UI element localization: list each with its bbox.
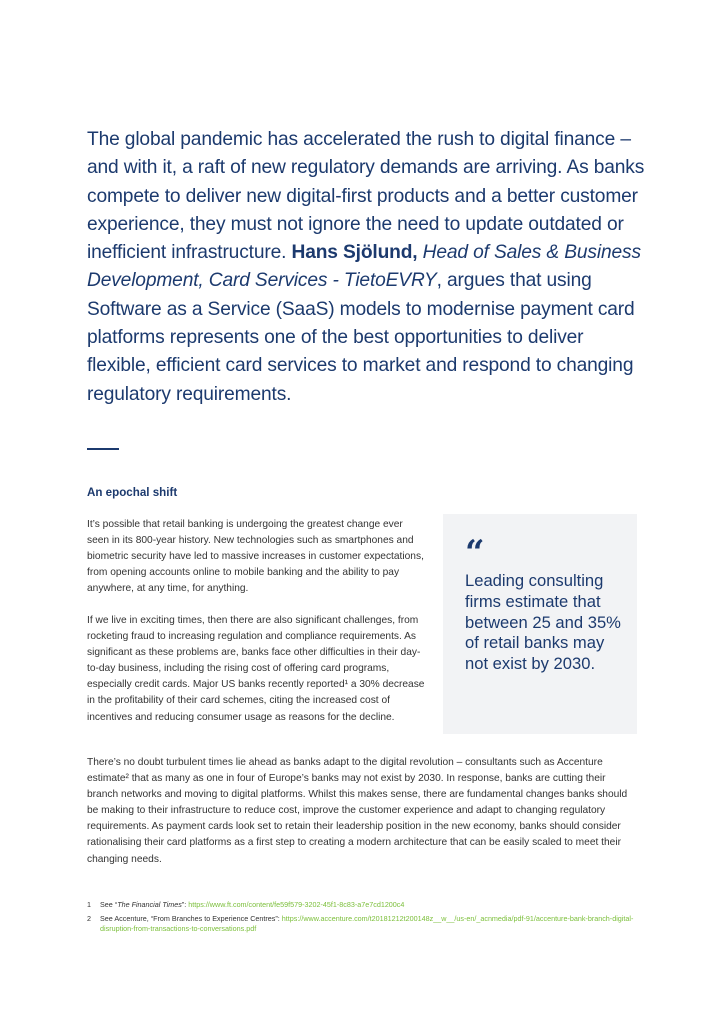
body-paragraph-2: If we live in exciting times, then there are also significant challenges, from rocketing fraud to increasing regulation and compliance requirements. As significant as these problems are, banks face other difficulties in their day-to-day business, including the rising cost of offering card programs, especially credit cards. Major US banks recently reported¹ a 30% decrease in the profitability of their card schemes, citing the increased cost of incentives and reducing consumer usage as reasons for the decline. — [87, 615, 425, 723]
footnote-number: 1 — [87, 900, 91, 909]
pull-quote-text: Leading consulting firms estimate that between 25 and 35% of retail banks may not exist by 2030. — [465, 571, 621, 674]
section-heading: An epochal shift — [87, 486, 178, 499]
footnote-number: 2 — [87, 914, 91, 923]
intro-text-continued: , argues that using Software as a Service (SaaS) models to modernise payment card platforms represents one of the best opportunities to deliver flexible, efficient card services to market and respond to changing regulatory requirements. — [87, 270, 635, 405]
footnote-2 — [87, 914, 647, 934]
intro-paragraph — [87, 126, 647, 409]
footnote-link[interactable]: https://www.ft.com/content/fe59f579-3202-45f1-8c83-a7e7cd1200c4 — [188, 900, 405, 909]
author-name: Hans Sjölund, — [291, 242, 418, 264]
body-paragraph-3: There’s no doubt turbulent times lie ahead as banks adapt to the digital revolution – consultants such as Accenture estimate² that as many as one in four of Europe’s banks may not exist by 2030. In response, banks are cutting their branch networks and moving to digital platforms. Whilst this makes sense, there are fundamental changes banks should be making to their infrastructure to reduce cost, improve the customer experience and adapt to changing regulatory requirements. As payment cards look set to retain their leadership position in the new economy, banks should consider rationalising their card platforms as a first step to creating a modern architecture that can be easily scaled to meet their changing needs. — [87, 757, 628, 865]
footnote-prefix: See Accenture, “From Branches to Experience Centres”: — [100, 914, 282, 923]
footnote-link[interactable]: https://www.accenture.com/t20181212t200148z__w__/us-en/_acnmedia/pdf-91/accenture-bank-branch-digital-disruption-from-transactions-to-conversations.pdf — [100, 914, 634, 933]
body-paragraph-1: It’s possible that retail banking is undergoing the greatest change ever seen in its 800-year history. New technologies such as smartphones and biometric security have led to massive increases in customer expectations, from opening accounts online to mobile banking and the ability to pay anywhere, at any time, for anything. — [87, 519, 424, 595]
footnotes — [87, 900, 647, 938]
footnote-source: The Financial Times — [117, 900, 182, 909]
quote-mark-icon: “ — [465, 533, 485, 573]
divider-rule — [87, 448, 119, 450]
footnote-prefix: See “ — [100, 900, 118, 909]
footnote-text — [100, 914, 647, 934]
pull-quote — [443, 514, 637, 734]
footnote-1 — [87, 900, 647, 910]
author-role: Head of Sales & Business Development, Card Services - TietoEVRY — [87, 242, 641, 292]
footnote-suffix: ”: — [181, 900, 189, 909]
intro-text: The global pandemic has accelerated the rush to digital finance – and with it, a raft of new regulatory demands are arriving. As banks compete to deliver new digital-first products and a better customer experience, they must not ignore the need to update outdated or inefficient infrastructure. — [87, 129, 645, 264]
footnote-text — [100, 900, 404, 910]
